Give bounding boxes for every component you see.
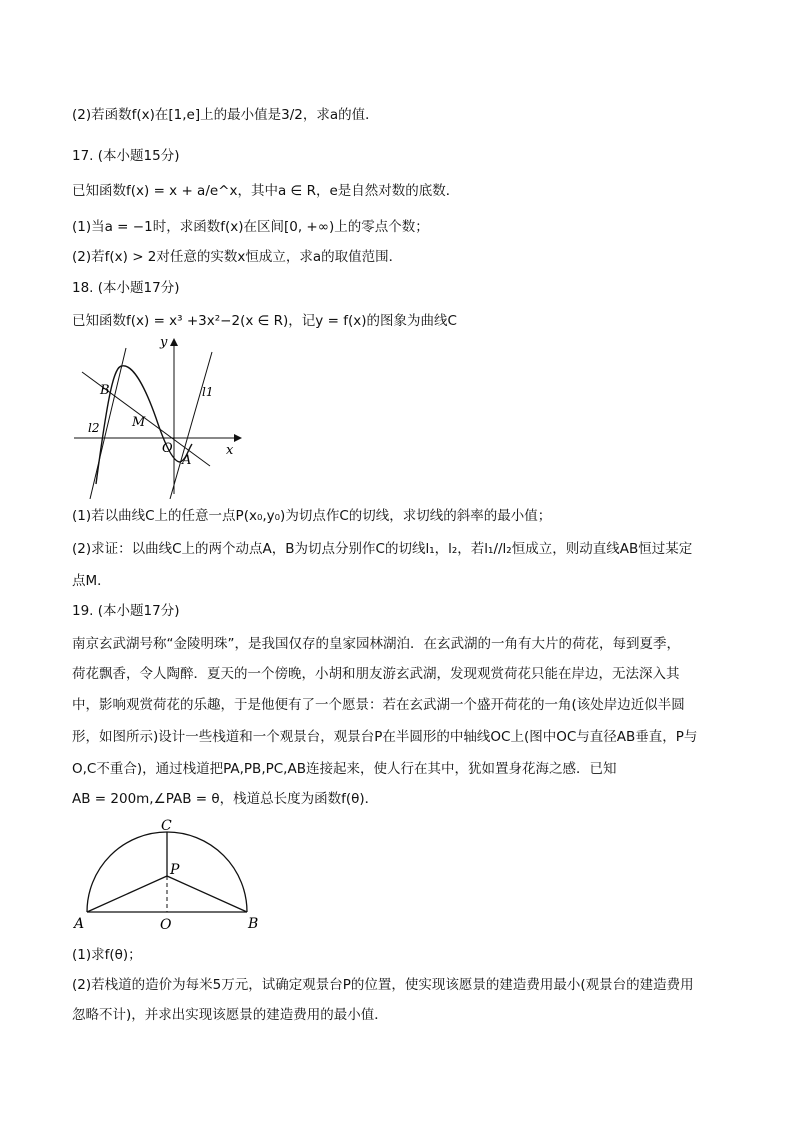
- q17-part1: (1)当a = −1时，求函数f(x)在区间[0, +∞)上的零点个数；: [72, 219, 429, 235]
- q19-stem-line-1: 南京玄武湖号称“金陵明珠”，是我国仅存的皇家园林湖泊．在玄武湖的一角有大片的荷花，每到夏季，: [72, 636, 680, 652]
- q19-header: 19. (本小题17分): [72, 603, 180, 619]
- q19-stem-line-2: 荷花飘香，令人陶醉．夏天的一个傍晚，小胡和朋友游玄武湖，发现观赏荷花只能在岸边，无法深入其: [72, 666, 680, 682]
- q18-part2-line2: 点M．: [72, 573, 111, 589]
- q16-part2: (2)若函数f(x)在[1,e]上的最小值是3/2，求a的值．: [72, 107, 379, 123]
- label-l1: l1: [202, 385, 214, 399]
- label-B: B: [100, 383, 110, 398]
- q19-part2-line2: 忽略不计)，并求出实现该愿景的建造费用的最小值．: [72, 1007, 388, 1023]
- segment-PB: [167, 876, 247, 912]
- x-axis-arrow: [234, 434, 242, 442]
- label-B: B: [248, 916, 259, 932]
- label-A: A: [74, 916, 85, 932]
- q19-stem-line-6: AB = 200m,∠PAB = θ，栈道总长度为函数f(θ)．: [72, 791, 379, 807]
- q18-header: 18. (本小题17分): [72, 280, 180, 296]
- q17-stem: 已知函数f(x) = x + a/e^x，其中a ∈ R，e是自然对数的底数．: [72, 183, 460, 199]
- q18-part2-line1: (2)求证：以曲线C上的两个动点A，B为切点分别作C的切线l₁，l₂，若l₁//l₂恒成立，则动直线AB恒过某定: [72, 541, 693, 557]
- label-C: C: [161, 818, 172, 834]
- q19-stem-line-3: 中，影响观赏荷花的乐趣，于是他便有了一个愿景：若在玄武湖一个盛开荷花的一角(该处岸边近似半圆: [72, 697, 685, 713]
- q18-part1: (1)若以曲线C上的任意一点P(x₀,y₀)为切点作C的切线，求切线的斜率的最小值；: [72, 508, 552, 524]
- label-l2: l2: [88, 421, 100, 435]
- tangent-l1: [170, 352, 212, 499]
- label-A: A: [182, 453, 192, 468]
- label-y: y: [160, 335, 168, 350]
- q19-stem-line-4: 形，如图所示)设计一些栈道和一个观景台，观景台P在半圆形的中轴线OC上(图中OC与直径AB垂直，P与: [72, 729, 698, 745]
- q17-header: 17. (本小题15分): [72, 148, 180, 164]
- label-O: O: [160, 917, 172, 933]
- label-O: O: [162, 441, 173, 456]
- q19-stem-line-5: O,C不重合)，通过栈道把PA,PB,PC,AB连接起来，使人行在其中，犹如置身花海之感．已知: [72, 761, 617, 777]
- segment-PA: [87, 876, 167, 912]
- q18-stem: 已知函数f(x) = x³ +3x²−2(x ∈ R)，记y = f(x)的图象为曲线C: [72, 313, 457, 329]
- q19-part2-line1: (2)若栈道的造价为每米5万元，试确定观景台P的位置，使实现该愿景的建造费用最小(观景台的建造费用: [72, 977, 694, 993]
- q18-cubic-figure: [74, 334, 244, 499]
- q19-part1: (1)求f(θ)；: [72, 947, 142, 963]
- label-M: M: [132, 415, 146, 430]
- q19-semicircle-figure: [70, 816, 270, 936]
- y-axis-arrow: [170, 338, 178, 346]
- label-P: P: [170, 862, 180, 878]
- q17-part2: (2)若f(x) > 2对任意的实数x恒成立，求a的取值范围．: [72, 249, 403, 265]
- label-x: x: [226, 443, 234, 458]
